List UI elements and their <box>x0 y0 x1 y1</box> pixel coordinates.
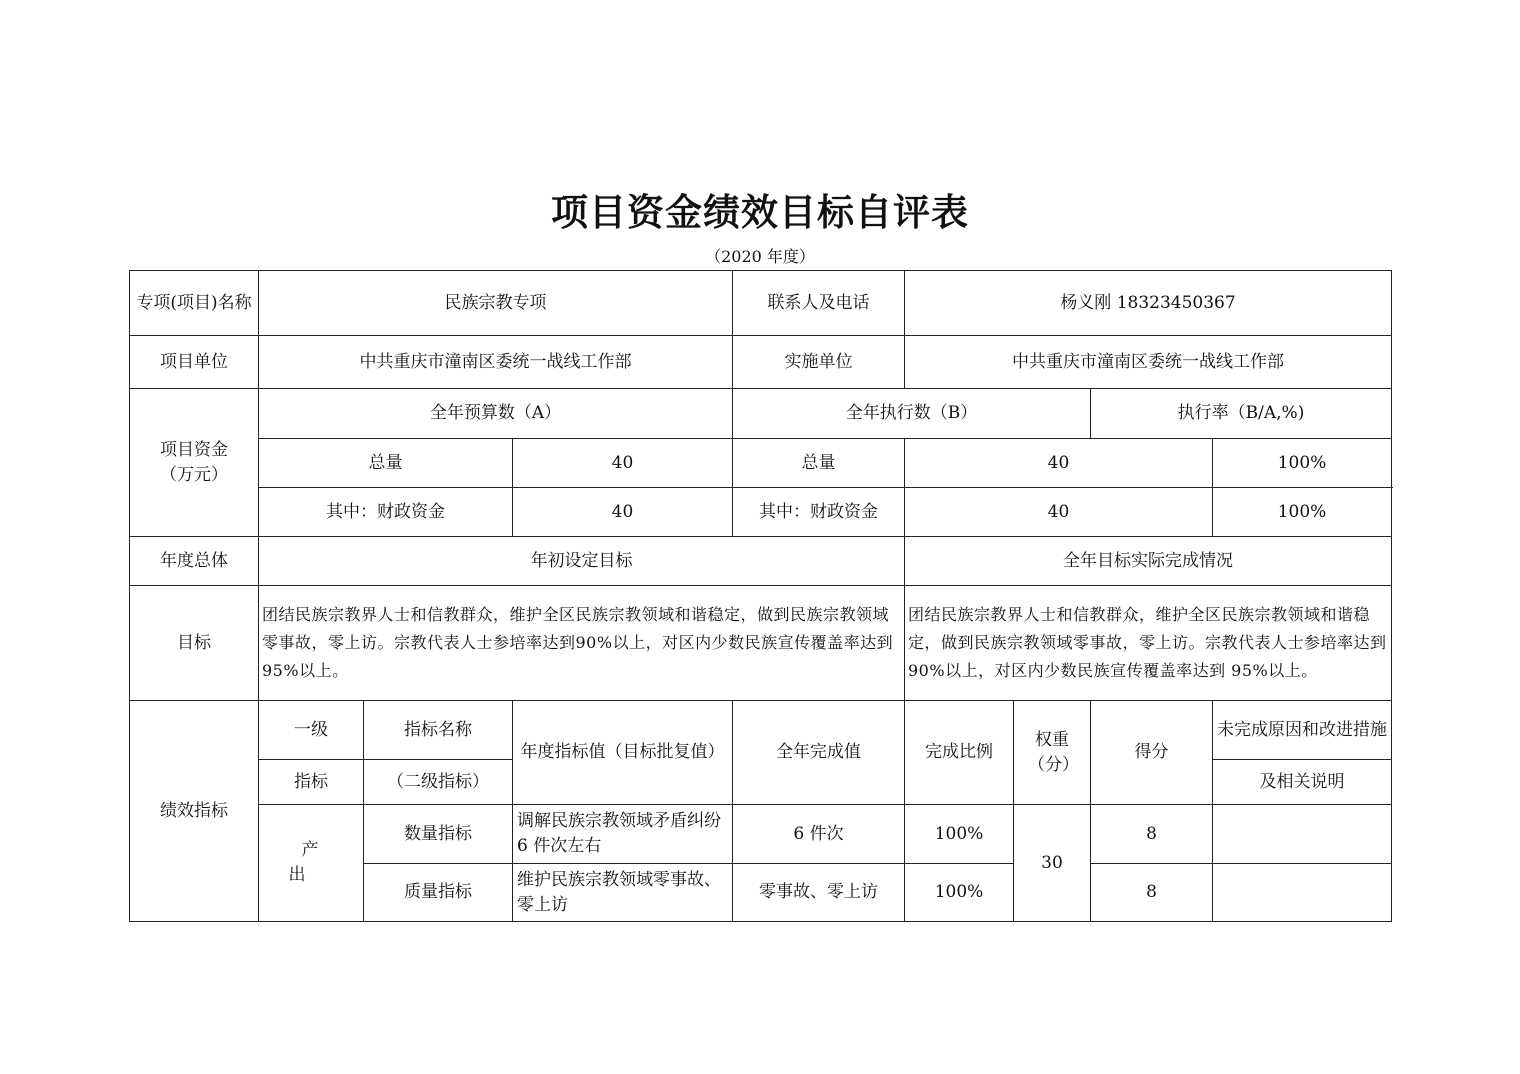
total-label-b: 总量 <box>733 439 905 488</box>
rate-header: 执行率（B/A,%) <box>1091 389 1392 439</box>
actual-goal-header: 全年目标实际完成情况 <box>905 537 1392 586</box>
fiscal-executed: 40 <box>905 488 1213 537</box>
fiscal-label-a: 其中：财政资金 <box>259 488 513 537</box>
quality-actual-value: 零事故、零上访 <box>733 864 905 922</box>
target-value-header: 年度指标值（目标批复值） <box>513 701 733 805</box>
contact-label: 联系人及电话 <box>733 271 905 336</box>
project-unit-row <box>130 336 1392 389</box>
total-label-a: 总量 <box>259 439 513 488</box>
quantity-score: 8 <box>1091 805 1213 864</box>
indicator-header-row-1 <box>130 701 1392 760</box>
quality-indicator-name: 质量指标 <box>364 864 513 922</box>
quantity-reason <box>1213 805 1392 864</box>
reason-header-top: 未完成原因和改进措施 <box>1213 701 1392 760</box>
quantity-indicator-name: 数量指标 <box>364 805 513 864</box>
score-header: 得分 <box>1091 701 1213 805</box>
quality-target-value: 维护民族宗教领域零事故、零上访 <box>513 864 733 922</box>
impl-unit-label: 实施单位 <box>733 336 905 389</box>
table-row <box>130 805 1392 864</box>
quantity-actual-value: 6 件次 <box>733 805 905 864</box>
fiscal-label-b: 其中：财政资金 <box>733 488 905 537</box>
quantity-ratio: 100% <box>905 805 1014 864</box>
fiscal-rate: 100% <box>1213 488 1392 537</box>
goals-text-row <box>130 586 1392 701</box>
exec-header: 全年执行数（B） <box>733 389 1091 439</box>
project-name-row <box>130 271 1392 336</box>
project-name-label: 专项(项目)名称 <box>130 271 259 336</box>
budget-header: 全年预算数（A） <box>259 389 733 439</box>
funds-total-row <box>130 439 1392 488</box>
fiscal-budget: 40 <box>513 488 733 537</box>
planned-goal-header: 年初设定目标 <box>259 537 905 586</box>
total-rate: 100% <box>1213 439 1392 488</box>
year-subtitle: （2020 年度） <box>705 247 815 266</box>
goals-label-bottom: 目标 <box>130 586 259 701</box>
actual-value-header: 全年完成值 <box>733 701 905 805</box>
funds-fiscal-row <box>130 488 1392 537</box>
contact-value: 杨义刚 18323450367 <box>905 271 1392 336</box>
planned-goal-text: 团结民族宗教界人士和信教群众，维护全区民族宗教领域和谐稳定，做到民族宗教领域零事故，零上访。宗教代表人士参培率达到90%以上，对区内少数民族宣传覆盖率达到95%以上。 <box>259 586 905 701</box>
total-budget: 40 <box>513 439 733 488</box>
indicators-label: 绩效指标 <box>130 701 259 922</box>
page-title: 项目资金绩效目标自评表 <box>551 191 969 234</box>
self-evaluation-table <box>129 270 1392 922</box>
completion-ratio-header: 完成比例 <box>905 701 1014 805</box>
level1-header-top: 一级 <box>259 701 364 760</box>
indicator-name-header-bottom: （二级指标） <box>364 760 513 805</box>
project-name-value: 民族宗教专项 <box>259 271 733 336</box>
project-unit-label: 项目单位 <box>130 336 259 389</box>
reason-header-bottom: 及相关说明 <box>1213 760 1392 805</box>
weight-header: 权重（分） <box>1014 701 1091 805</box>
indicator-name-header-top: 指标名称 <box>364 701 513 760</box>
quality-reason <box>1213 864 1392 922</box>
quality-ratio: 100% <box>905 864 1014 922</box>
output-weight: 30 <box>1014 805 1091 922</box>
project-unit-value: 中共重庆市潼南区委统一战线工作部 <box>259 336 733 389</box>
actual-goal-text: 团结民族宗教界人士和信教群众，维护全区民族宗教领域和谐稳定，做到民族宗教领域零事故，零上访。宗教代表人士参培率达到 90%以上，对区内少数民族宣传覆盖率达到 95%以上。 <box>905 586 1392 701</box>
quantity-target-value: 调解民族宗教领域矛盾纠纷 6 件次左右 <box>513 805 733 864</box>
total-executed: 40 <box>905 439 1213 488</box>
quality-score: 8 <box>1091 864 1213 922</box>
funds-header-row <box>130 389 1392 439</box>
goals-label-top: 年度总体 <box>130 537 259 586</box>
goals-header-row <box>130 537 1392 586</box>
level1-header-bottom: 指标 <box>259 760 364 805</box>
output-category: 产出 <box>259 805 364 922</box>
impl-unit-value: 中共重庆市潼南区委统一战线工作部 <box>905 336 1392 389</box>
funds-label: 项目资金（万元） <box>130 389 259 537</box>
